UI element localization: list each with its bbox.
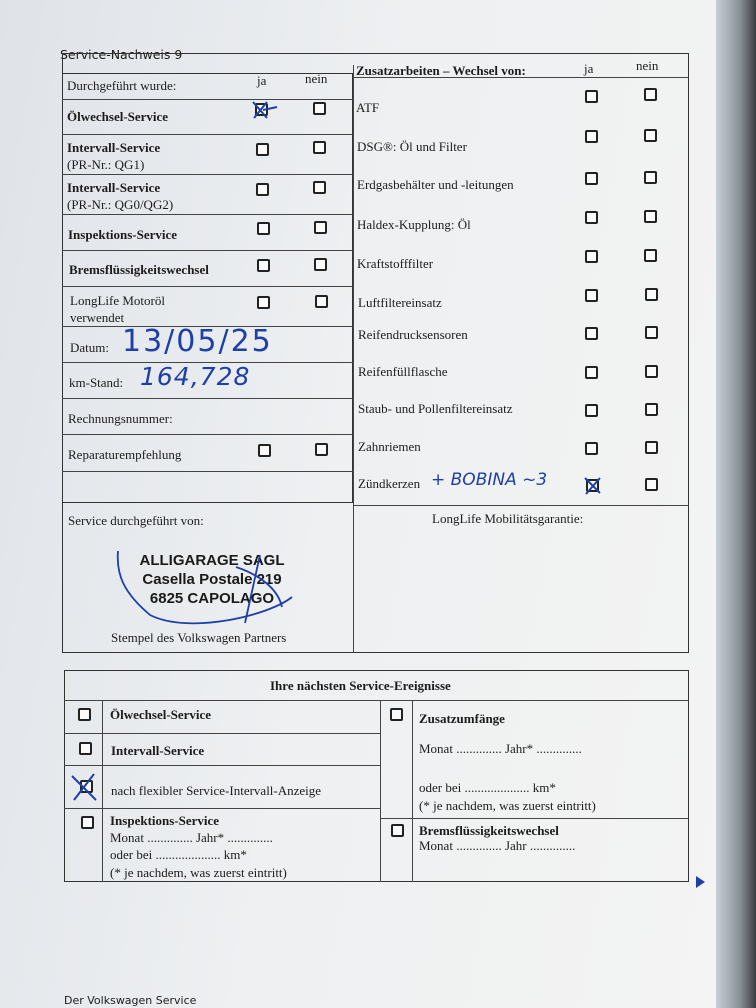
km-value: 164,728 (140, 362, 251, 391)
reifenfuell-ja-checkbox[interactable] (585, 366, 598, 379)
row-inspektion: Inspektions-Service (68, 227, 178, 242)
zuendkerzen-nein-checkbox[interactable] (645, 478, 658, 491)
longlife-nein-checkbox[interactable] (315, 295, 328, 308)
next-insp-km: oder bei .................... km* (110, 847, 247, 862)
reifendruck-nein-checkbox[interactable] (645, 326, 658, 339)
next-oel-checkbox[interactable] (78, 708, 91, 721)
erdgas-ja-checkbox[interactable] (585, 172, 598, 185)
next-flex-label: nach flexibler Service-Intervall-Anzeige (111, 783, 322, 798)
next-zusatz-label: Zusatzumfänge (419, 711, 505, 726)
datum-label: Datum: (70, 340, 109, 355)
staub-nein-checkbox[interactable] (645, 403, 658, 416)
right-header: Zusatzarbeiten – Wechsel von: (356, 63, 526, 78)
mobility-label: LongLife Mobilitätsgarantie: (432, 511, 584, 526)
kraftstoff-ja-checkbox[interactable] (585, 250, 598, 263)
stamp-line-2: Casella Postale 219 (142, 571, 282, 588)
stamp-caption: Stempel des Volkswagen Partners (111, 630, 287, 645)
longlife-ja-checkbox[interactable] (257, 296, 270, 309)
check-mark-icon (582, 475, 604, 497)
row-longlife: LongLife Motoröl (70, 293, 165, 308)
next-zusatz-monat: Monat .............. Jahr* .............. (419, 741, 582, 756)
right-nein-header: nein (636, 58, 659, 73)
zahnriemen-ja-checkbox[interactable] (585, 442, 598, 455)
datum-value: 13/05/25 (122, 324, 273, 359)
brems-ja-checkbox[interactable] (257, 259, 270, 272)
row-erdgas: Erdgasbehälter und -leitungen (357, 177, 514, 192)
brems-nein-checkbox[interactable] (314, 258, 327, 271)
row-intervall-qg1-sub: (PR-Nr.: QG1) (67, 157, 145, 172)
page-edge (716, 0, 756, 1008)
service-by-label: Service durchgeführt von: (68, 513, 204, 528)
reparatur-nein-checkbox[interactable] (315, 443, 328, 456)
next-zusatz-checkbox[interactable] (390, 708, 403, 721)
row-kraftstoff: Kraftstofffilter (357, 256, 434, 271)
dsg-ja-checkbox[interactable] (585, 130, 598, 143)
next-intervall-checkbox[interactable] (79, 742, 92, 755)
next-insp-monat: Monat .............. Jahr* .............. (110, 830, 273, 845)
row-intervall-qg1: Intervall-Service (67, 140, 161, 155)
row-zahnriemen: Zahnriemen (358, 439, 421, 454)
row-reifendruck: Reifendrucksensoren (358, 327, 468, 342)
next-brems-monat: Monat .............. Jahr .............. (419, 838, 576, 853)
row-oelwechsel: Ölwechsel-Service (67, 109, 169, 124)
row-atf: ATF (356, 100, 380, 115)
dsg-nein-checkbox[interactable] (644, 129, 657, 142)
atf-nein-checkbox[interactable] (644, 88, 657, 101)
page-title: Service-Nachweis 9 (60, 47, 183, 62)
row-intervall-qg0: Intervall-Service (67, 180, 161, 195)
next-inspektion-label: Inspektions-Service (110, 813, 220, 828)
row-longlife-sub: verwendet (70, 310, 125, 325)
left-nein-header: nein (305, 71, 328, 86)
next-insp-note: (* je nachdem, was zuerst eintritt) (110, 865, 287, 880)
rechnung-label: Rechnungsnummer: (68, 411, 173, 426)
next-intervall-label: Intervall-Service (111, 743, 205, 758)
zuendkerzen-note: + BOBINA ~3 (431, 470, 548, 490)
check-mark-icon (250, 98, 278, 122)
intervall-qg1-ja-checkbox[interactable] (256, 143, 269, 156)
km-label: km-Stand: (69, 375, 124, 390)
intervall-qg0-nein-checkbox[interactable] (313, 181, 326, 194)
reparatur-label: Reparaturempfehlung (68, 447, 182, 462)
reifendruck-ja-checkbox[interactable] (585, 327, 598, 340)
check-mark-icon (68, 770, 102, 804)
left-table (62, 73, 353, 503)
row-intervall-qg0-sub: (PR-Nr.: QG0/QG2) (67, 197, 174, 212)
row-reifenfuell: Reifenfüllflasche (358, 364, 448, 379)
stamp-line-1: ALLIGARAGE SAGL (139, 552, 285, 569)
next-page-arrow-icon (696, 876, 705, 888)
intervall-qg0-ja-checkbox[interactable] (256, 183, 269, 196)
next-zusatz-km: oder bei .................... km* (419, 780, 556, 795)
atf-ja-checkbox[interactable] (585, 90, 598, 103)
footer-text: Der Volkswagen Service (64, 994, 197, 1007)
staub-ja-checkbox[interactable] (585, 404, 598, 417)
next-zusatz-note: (* je nachdem, was zuerst eintritt) (419, 798, 596, 813)
left-header: Durchgeführt wurde: (67, 78, 177, 93)
luftfilter-nein-checkbox[interactable] (645, 288, 658, 301)
row-dsg: DSG®: Öl und Filter (357, 139, 467, 154)
haldex-ja-checkbox[interactable] (585, 211, 598, 224)
oel-nein-checkbox[interactable] (313, 102, 326, 115)
next-brems-label: Bremsflüssigkeitswechsel (419, 823, 559, 838)
reifenfuell-nein-checkbox[interactable] (645, 365, 658, 378)
stamp-line-3: 6825 CAPOLAGO (149, 590, 275, 607)
reparatur-ja-checkbox[interactable] (258, 444, 271, 457)
luftfilter-ja-checkbox[interactable] (585, 289, 598, 302)
next-events-title: Ihre nächsten Service-Ereignisse (270, 678, 451, 693)
next-inspektion-checkbox[interactable] (81, 816, 94, 829)
left-ja-header: ja (257, 73, 267, 88)
erdgas-nein-checkbox[interactable] (644, 171, 657, 184)
row-haldex: Haldex-Kupplung: Öl (357, 217, 471, 232)
row-zuendkerzen: Zündkerzen (358, 476, 421, 491)
right-ja-header: ja (584, 61, 594, 76)
row-staub: Staub- und Pollenfiltereinsatz (358, 401, 513, 416)
row-luftfilter: Luftfiltereinsatz (358, 295, 442, 310)
haldex-nein-checkbox[interactable] (644, 210, 657, 223)
next-oel-label: Ölwechsel-Service (110, 707, 212, 722)
signature-icon (110, 545, 320, 635)
inspektion-ja-checkbox[interactable] (257, 222, 270, 235)
kraftstoff-nein-checkbox[interactable] (644, 249, 657, 262)
row-brems: Bremsflüssigkeitswechsel (69, 262, 209, 277)
zahnriemen-nein-checkbox[interactable] (645, 441, 658, 454)
next-brems-checkbox[interactable] (391, 824, 404, 837)
inspektion-nein-checkbox[interactable] (314, 221, 327, 234)
intervall-qg1-nein-checkbox[interactable] (313, 141, 326, 154)
